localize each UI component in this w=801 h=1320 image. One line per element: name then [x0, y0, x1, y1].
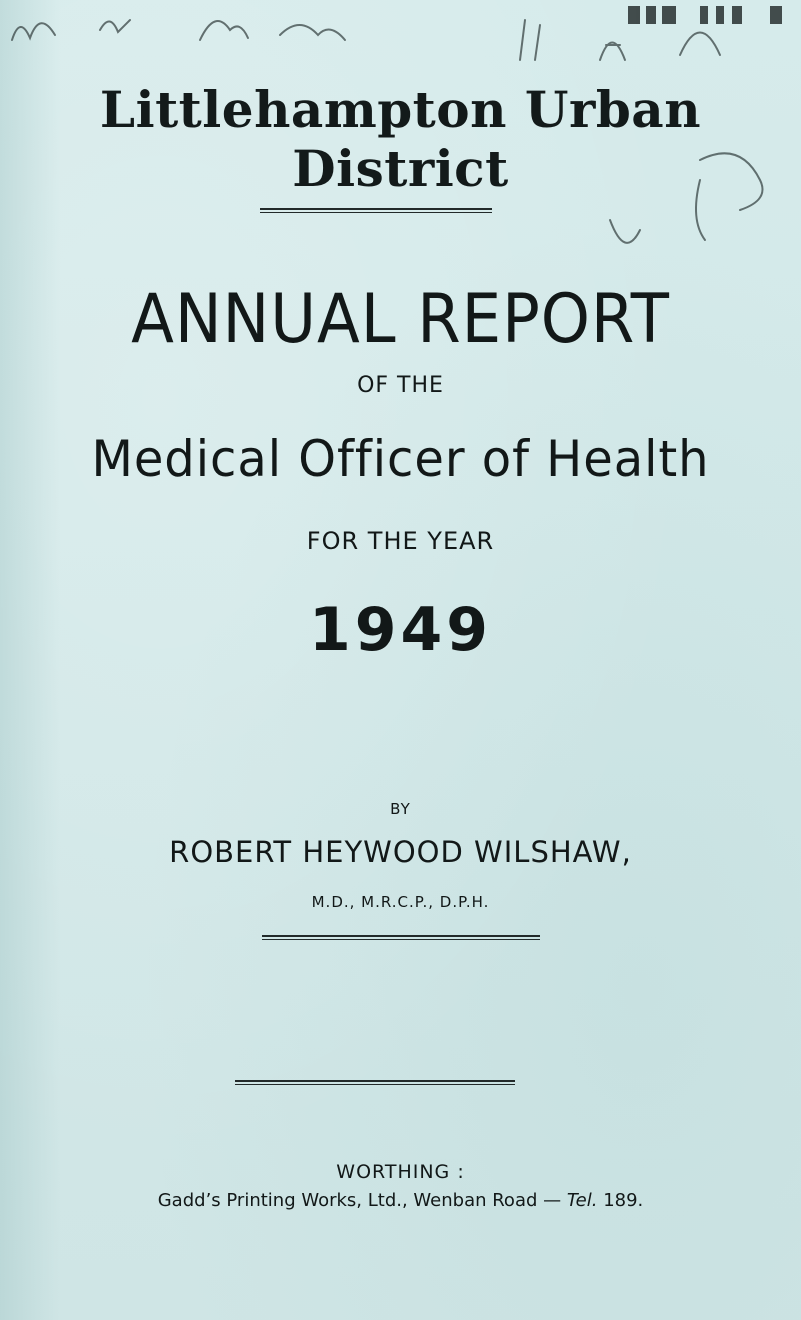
divider-rule [260, 208, 492, 213]
officer-title: Medical Officer of Health [91, 430, 710, 488]
for-the-year-text: FOR THE YEAR [306, 527, 495, 555]
tel-label: Tel. [566, 1190, 598, 1211]
by-text: BY [390, 800, 411, 818]
imprint-printer [0, 1190, 801, 1211]
report-title: ANNUAL REPORT [131, 280, 670, 359]
district-title: Littlehampton Urban District [99, 80, 702, 198]
printer-name: Gadd’s Printing Works, Ltd., Wenban Road — [157, 1190, 562, 1211]
divider-rule [235, 1080, 515, 1085]
author-qualifications: M.D., M.R.C.P., D.P.H. [311, 893, 490, 911]
tel-number: 189. [603, 1190, 644, 1211]
of-the-text: OF THE [357, 373, 444, 398]
imprint-place: WORTHING : [336, 1161, 465, 1183]
report-year: 1949 [309, 595, 492, 665]
divider-rule [262, 935, 540, 940]
author-name: ROBERT HEYWOOD WILSHAW, [169, 835, 632, 869]
